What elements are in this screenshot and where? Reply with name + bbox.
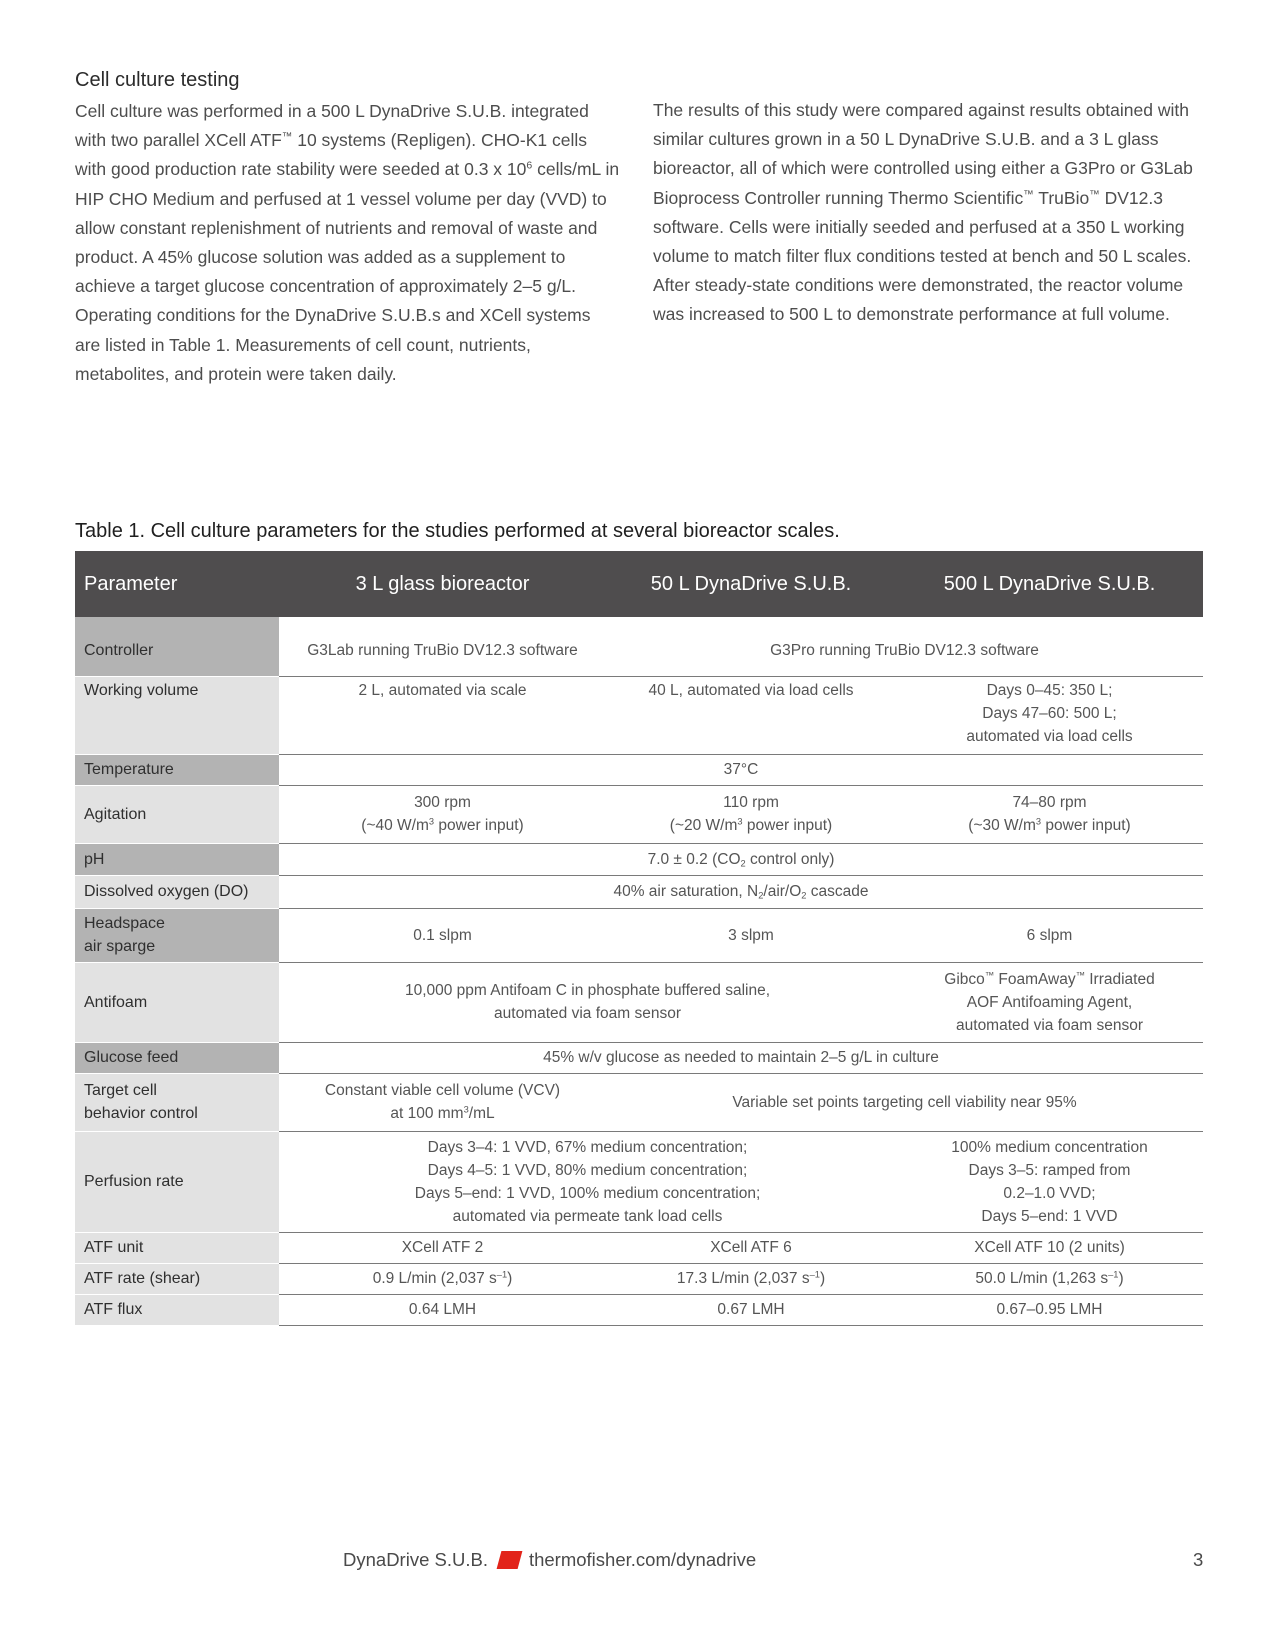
table-row — [75, 617, 1203, 676]
table-cell: XCell ATF 6 — [606, 1232, 896, 1263]
table-cell: 40 L, automated via load cells — [606, 676, 896, 754]
table-cell: 45% w/v glucose as needed to maintain 2–5 g/L in culture — [279, 1042, 1203, 1073]
table-row — [75, 1042, 1203, 1073]
table-caption: Table 1. Cell culture parameters for the studies performed at several bioreactor scales. — [75, 520, 840, 542]
row-label: Perfusion rate — [75, 1131, 279, 1232]
table-row — [75, 1294, 1203, 1325]
section-heading: Cell culture testing — [75, 69, 240, 91]
table-cell: 40% air saturation, $N_2/air/O_2$ cascade — [279, 875, 1203, 908]
row-label: Agitation — [75, 785, 279, 843]
table-cell: 17.3 L/min (2,037 $s^{-1}$) — [606, 1263, 896, 1294]
table-cell: 300 rpm (~40 $W/m^3$ power input) — [279, 785, 606, 843]
row-label: Controller — [75, 617, 279, 676]
column-header: 50 L DynaDrive S.U.B. — [606, 551, 896, 617]
row-label: Working volume — [75, 676, 279, 754]
page-number: 3 — [1193, 1549, 1204, 1570]
table-cell: Days 3–4: 1 VVD, 67% medium concentration; Days 4–5: 1 VVD, 80% medium concentration; Days 5–end: 1 VVD, 100% medium concentration; automated via permeate tank load cells — [279, 1131, 896, 1232]
table-cell: 0.64 LMH — [279, 1294, 606, 1325]
body-text-left — [75, 97, 620, 389]
column-header: 3 L glass bioreactor — [279, 551, 606, 617]
table-row — [75, 754, 1203, 785]
paragraph: The results of this study were compared against results obtained with similar cultures grown in a 50 L DynaDrive S.U.B. and a 3 L glass bioreactor, all of which were controlled using either a G3Pro or G3Lab Bioprocess Controller running Thermo Scientific™ TruBio™ DV12.3 software. Cells were initially seeded and perfused at a 350 L working volume to match filter flux conditions tested at bench and 50 L scales. After steady-state conditions were demonstrated, the reactor volume was increased to 500 L to demonstrate performance at full volume. — [653, 100, 1193, 325]
row-label: Headspace air sparge — [75, 908, 279, 962]
table-cell: 0.67 LMH — [606, 1294, 896, 1325]
body-text-right — [653, 96, 1213, 330]
table-cell: Constant viable cell volume (VCV) at 100 $mm^3/mL$ — [279, 1073, 606, 1131]
table-row — [75, 843, 1203, 875]
table-cell: G3Lab running TruBio DV12.3 software — [279, 617, 606, 676]
table-cell: 0.67–0.95 LMH — [896, 1294, 1203, 1325]
table-cell: 0.9 L/min (2,037 $s^{-1}$) — [279, 1263, 606, 1294]
table-cell: 50.0 L/min (1,263 $s^{-1}$) — [896, 1263, 1203, 1294]
table-cell: 7.0 ± 0.2 ($CO_2$ control only) — [279, 843, 1203, 875]
row-label: ATF flux — [75, 1294, 279, 1325]
table-cell: 0.1 slpm — [279, 908, 606, 962]
footer-url: thermofisher.com/dynadrive — [528, 1549, 757, 1570]
table-row — [75, 1263, 1203, 1294]
table-cell: 2 L, automated via scale — [279, 676, 606, 754]
footer-brand: DynaDrive S.U.B. — [343, 1549, 488, 1570]
row-label: Dissolved oxygen (DO) — [75, 875, 279, 908]
column-header: 500 L DynaDrive S.U.B. — [896, 551, 1203, 617]
row-label: Target cell behavior control — [75, 1073, 279, 1131]
table-row — [75, 1131, 1203, 1232]
table-cell: 100% medium concentration Days 3–5: ramped from 0.2–1.0 VVD; Days 5–end: 1 VVD — [896, 1131, 1203, 1232]
row-label: Antifoam — [75, 962, 279, 1042]
row-label: ATF unit — [75, 1232, 279, 1263]
table-cell: 110 rpm (~20 $W/m^3$ power input) — [606, 785, 896, 843]
table-row — [75, 875, 1203, 908]
table-row — [75, 1073, 1203, 1131]
row-label: ATF rate (shear) — [75, 1263, 279, 1294]
table-cell: Gibco™ FoamAway™ Irradiated AOF Antifoaming Agent, automated via foam sensor — [896, 962, 1203, 1042]
table-row — [75, 785, 1203, 843]
parameters-table — [75, 551, 1203, 1326]
table-cell: 6 slpm — [896, 908, 1203, 962]
table-cell: XCell ATF 2 — [279, 1232, 606, 1263]
page-footer — [343, 1549, 756, 1571]
table-row — [75, 676, 1203, 754]
table-cell: G3Pro running TruBio DV12.3 software — [606, 617, 1203, 676]
row-label: Glucose feed — [75, 1042, 279, 1073]
table-header-row — [75, 551, 1203, 617]
table-cell: Days 0–45: 350 L; Days 47–60: 500 L; automated via load cells — [896, 676, 1203, 754]
table-row — [75, 1232, 1203, 1263]
paragraph: Cell culture was performed in a 500 L DynaDrive S.U.B. integrated with two parallel XCell ATF™ 10 systems (Repligen). CHO-K1 cells with good production rate stability were seeded at 0.3 x $10^6$ cells/mL in HIP CHO Medium and perfused at 1 vessel volume per day (VVD) to allow constant replenishment of nutrients and removal of waste and product. A 45% glucose solution was added as a supplement to achieve a target glucose concentration of approximately 2–5 g/L. Operating conditions for the DynaDrive S.U.B.s and XCell systems are listed in Table 1. Measurements of cell count, nutrients, metabolites, and protein were taken daily. — [75, 101, 620, 384]
table-cell: XCell ATF 10 (2 units) — [896, 1232, 1203, 1263]
table-cell: 37°C — [279, 754, 1203, 785]
table-cell: 3 slpm — [606, 908, 896, 962]
table-row — [75, 908, 1203, 962]
brand-flag-icon — [497, 1551, 523, 1569]
table-row — [75, 962, 1203, 1042]
row-label: Temperature — [75, 754, 279, 785]
table-cell: Variable set points targeting cell viability near 95% — [606, 1073, 1203, 1131]
table-cell: 10,000 ppm Antifoam C in phosphate buffered saline, automated via foam sensor — [279, 962, 896, 1042]
column-header: Parameter — [75, 551, 279, 617]
table-cell: 74–80 rpm (~30 $W/m^3$ power input) — [896, 785, 1203, 843]
row-label: pH — [75, 843, 279, 875]
